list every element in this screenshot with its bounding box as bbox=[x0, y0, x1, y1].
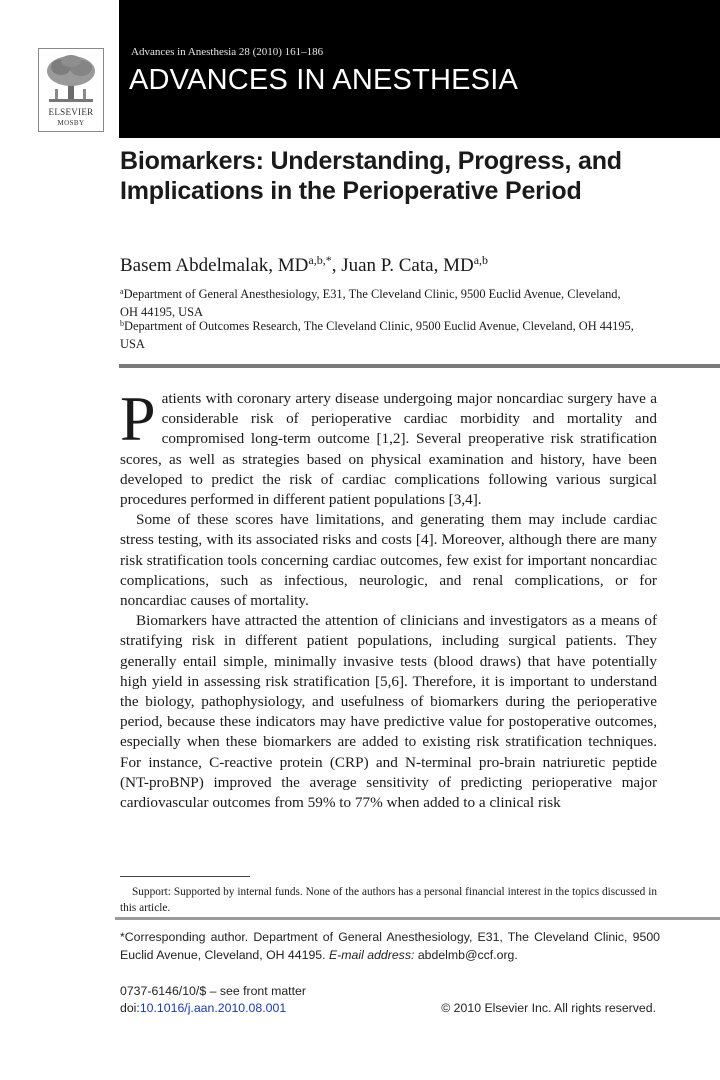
affiliation bbox=[120, 286, 640, 321]
author-affiliation-marker: a,b,* bbox=[308, 253, 332, 267]
corresponding-author-text: *Corresponding author. Department of General Anesthesiology, E31, The Cleveland Clinic, 9500 Euclid Avenue, Cleveland, OH 44195. bbox=[120, 930, 660, 962]
email-label: E-mail address: bbox=[328, 948, 415, 962]
elsevier-logo bbox=[38, 48, 104, 132]
doi-line bbox=[120, 1001, 286, 1015]
support-footnote: Support: Supported by internal funds. None of the authors has a personal financial interest in the topics discussed in this article. bbox=[120, 886, 657, 914]
journal-banner bbox=[119, 0, 720, 138]
publisher-name: ELSEVIER bbox=[48, 107, 94, 117]
section-divider bbox=[119, 364, 720, 368]
footnote-divider bbox=[120, 876, 250, 877]
article-title: Biomarkers: Understanding, Progress, and Implications in the Perioperative Period bbox=[120, 147, 622, 205]
journal-reference: Advances in Anesthesia 28 (2010) 161–186 bbox=[131, 46, 324, 58]
body-paragraph bbox=[120, 383, 657, 510]
doi-link[interactable]: 10.1016/j.aan.2010.08.001 bbox=[139, 1001, 287, 1015]
author-name: Juan P. Cata, MD bbox=[341, 255, 474, 276]
author-list: Basem Abdelmalak, $MD^{a,b,*}$, Juan P. Cata, MD$^{a,b}$ bbox=[120, 253, 489, 276]
imprint-name: MOSBY bbox=[57, 119, 85, 127]
affiliation-text: Department of Outcomes Research, The Cleveland Clinic, 9500 Euclid Avenue, Cleveland, OH 44195, USA bbox=[120, 319, 634, 351]
author-affiliation-marker: a,b bbox=[473, 253, 489, 267]
doi-label: doi: bbox=[120, 1001, 140, 1015]
drop-cap: P bbox=[120, 383, 156, 454]
copyright-notice: © 2010 Elsevier Inc. All rights reserved. bbox=[441, 1001, 656, 1015]
email-address[interactable]: abdelmb@ccf.org. bbox=[417, 948, 518, 962]
affiliation-text: Department of General Anesthesiology, E31, The Cleveland Clinic, 9500 Euclid Avenue, Cleveland, OH 44195, USA bbox=[120, 287, 621, 319]
affiliation-marker: b bbox=[120, 319, 124, 328]
affiliation bbox=[120, 318, 640, 353]
tree-icon bbox=[43, 53, 99, 105]
corresponding-author-box bbox=[115, 917, 720, 968]
article-body bbox=[120, 383, 657, 813]
issn-line: 0737-6146/10/$ – see front matter bbox=[120, 984, 306, 998]
corresponding-author-note bbox=[120, 928, 660, 964]
affiliation-marker: a bbox=[120, 287, 124, 296]
journal-name: ADVANCES IN ANESTHESIA bbox=[129, 64, 519, 96]
paragraph-text: atients with coronary artery disease undergoing major noncardiac surgery have a considerable risk of perioperative cardiac morbidity and mortality and compromised long-term outcome [1,2]. Several preoperative risk stratification scores, as well as strategies based on physical examination and history, have been developed to predict the risk of cardiac complications following various surgical procedures performed in different patient populations [3,4]. bbox=[120, 390, 657, 509]
body-paragraph: Some of these scores have limitations, and generating them may include cardiac stress testing, with its associated risks and costs [4]. Moreover, although there are many risk stratification tools concerning cardiac outcomes, few exist for important noncardiac complications, such as infectious, neurologic, and renal complications, or for noncardiac causes of mortality. bbox=[120, 511, 657, 610]
body-paragraph: Biomarkers have attracted the attention of clinicians and investigators as a means of stratifying risk in different patient populations, including surgical patients. They generally entail simple, minimally invasive tests (blood draws) that have potentially high yield in assessing risk stratification [5,6]. Therefore, it is important to understand the biology, pathophysiology, and usefulness of biomarkers during the perioperative period, because these indicators may have predictive value for postoperative outcomes, especially when these biomarkers are added to existing risk stratification techniques. For instance, C-reactive protein (CRP) and N-terminal pro-brain natriuretic peptide (NT-proBNP) improved the average sensitivity of predicting perioperative major cardiovascular outcomes from 59% to 77% when added to a clinical risk bbox=[120, 612, 657, 812]
author-name: Basem Abdelmalak, MD bbox=[120, 255, 309, 276]
